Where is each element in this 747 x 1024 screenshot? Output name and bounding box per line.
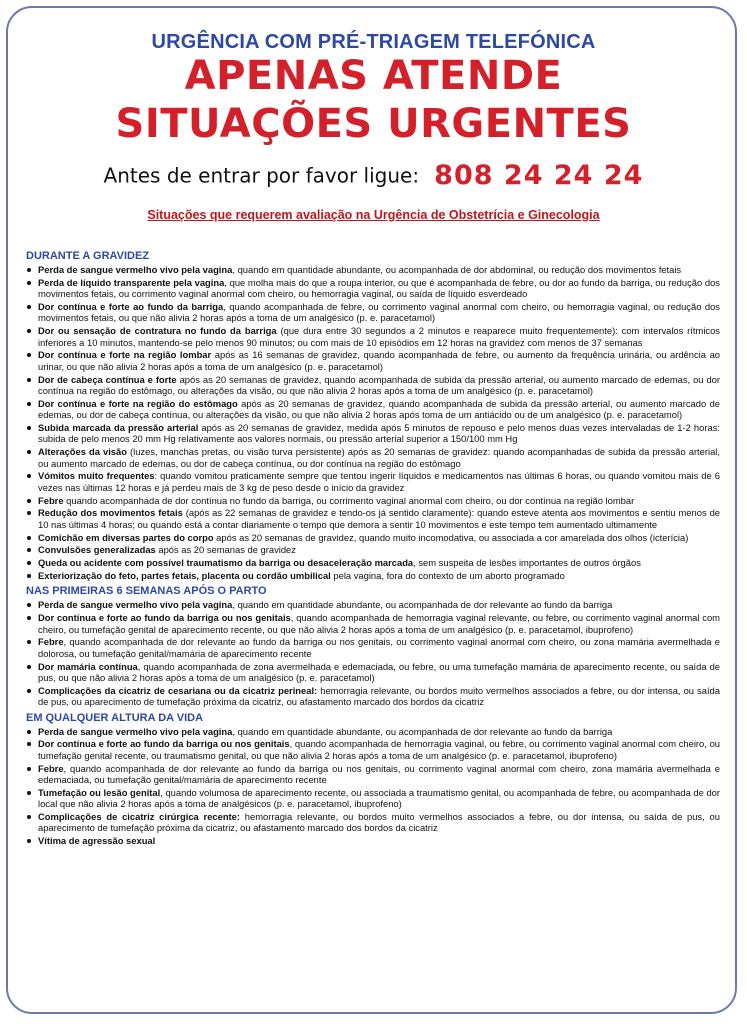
item-condition: Febre <box>38 494 64 506</box>
item-description: após as 20 semanas de gravidez <box>155 544 296 556</box>
item-description: após as 20 semanas de gravidez, quando acompanhada de subida da pressão arterial, ou aumento marcado de edemas, ou dor contínua na região do estômago, ou alterações da visão, ou que não alivia 2 horas após a toma de um analgésico (p. e. paracetamol) <box>38 373 721 397</box>
item-condition: Queda ou acidente com possível traumatismo da barriga ou desaceleração marcada <box>38 557 414 569</box>
list-item <box>26 507 720 530</box>
item-condition: Alterações da visão <box>38 446 127 458</box>
list-item <box>26 612 720 635</box>
section-title: DURANTE A GRAVIDEZ <box>26 250 150 262</box>
item-description: quando acompanhada de dor contínua no fundo da barriga, ou corrimento vaginal anormal com cheiro, ou dor contínua na região lombar <box>63 494 635 506</box>
list-item <box>26 264 720 275</box>
item-condition: Perda de líquido transparente pela vagina <box>38 276 225 288</box>
headline-line-1: APENAS ATENDE <box>184 53 563 99</box>
item-description: pela vagina, fora do contexto de um aborto programado <box>330 570 565 582</box>
item-condition: Dor contínua e forte na região lombar <box>38 349 212 361</box>
phone-number: 808 24 24 24 <box>434 160 644 191</box>
item-condition: Vómitos muito frequentes <box>38 470 155 482</box>
triage-heading: URGÊNCIA COM PRÉ-TRIAGEM TELEFÓNICA <box>151 31 596 53</box>
list-item <box>26 738 720 761</box>
list-item <box>26 349 720 372</box>
item-condition: Redução dos movimentos fetais <box>38 507 183 519</box>
headline-line-2: SITUAÇÕES URGENTES <box>115 101 632 147</box>
list-item <box>26 763 720 786</box>
item-description: (que dura entre 30 segundos a 2 minutos e reaparece muito frequentemente): com intervalos rítmicos inferiores a 10 minutos, mantendo-se pelo menos 90 minutos; ou com mais de 10 episódios em 12 horas na gravidez com menos de 37 semanas <box>38 325 720 348</box>
item-description: , quando volumosa de aparecimento recente, ou associada a traumatismo genital, ou acompanhada de febre, ou acompanhada de dor local que não alivia 2 horas após a toma de analgésicos (p. e. paracetamol, ibuprofeno) <box>38 786 720 810</box>
item-condition: Exteriorização do feto, partes fetais, placenta ou cordão umbilical <box>38 570 331 582</box>
item-description: , quando acompanhada de dor relevante ao fundo da barriga ou nos genitais, ou corrimento vaginal anormal com cheiro, zona mamária avermelhada e edemaciada, ou tumefação genital/mamária de aparecimento recente <box>38 762 720 786</box>
item-condition: Perda de sangue vermelho vivo pela vagina <box>38 599 233 611</box>
item-condition: Dor ou sensação de contratura no fundo da barriga <box>38 325 277 337</box>
item-description: após as 20 semanas de gravidez, quando acompanhada de subida da pressão arterial, ou aumento marcado de edemas, ou dor de cabeça contínua, ou alterações da visão, ou que não alivia 2 horas após toma de um antiácido ou de um analgésico (p. e. paracetamol) <box>38 397 720 421</box>
item-condition: Perda de sangue vermelho vivo pela vagina <box>38 264 233 275</box>
item-description: , quando acompanhada de febre, ou corrimento vaginal anormal com cheiro, ou hemorragia vaginal, ou redução dos movimentos fetais, ou que não alivia 2 horas após a toma de um analgésico (p. e. paracetamol) <box>38 301 720 324</box>
item-condition: Dor de cabeça contínua e forte <box>38 373 177 385</box>
call-prompt: Antes de entrar por favor ligue: <box>103 163 420 188</box>
section-list <box>26 726 720 847</box>
list-item <box>26 787 720 810</box>
item-condition: Dor contínua e forte ao fundo da barriga ou nos genitais <box>38 612 291 624</box>
item-description: , quando em quantidade abundante, ou acompanhada de dor relevante ao fundo da barriga <box>232 599 613 611</box>
item-description: após as 16 semanas de gravidez, quando acompanhada de febre, ou aumento da frequência urinária, ou ardência ao urinar, ou que não alivia 2 horas após a toma de um analgésico (p. e. paracetamol) <box>38 349 720 372</box>
section-list <box>26 599 720 707</box>
item-condition: Complicações de cicatriz cirúrgica recente: <box>38 811 241 823</box>
item-description: , quando em quantidade abundante, ou acompanhada de dor relevante ao fundo da barriga <box>232 725 613 737</box>
item-description: hemorragia relevante, ou bordos muito vermelhos associados a febre, ou dor intensa, ou saída de pus, ou aparecimento de tumefação próxima da cicatriz, ou afastamento marcado dos bordos da cicatriz <box>38 684 720 708</box>
item-condition: Tumefação ou lesão genital <box>38 786 161 798</box>
item-condition: Febre <box>38 762 64 774</box>
item-description: , quando acompanhada de zona avermelhada e edemaciada, ou febre, ou uma tumefação mamária de aparecimento recente, ou saída de pus, ou que não alivia 2 horas após a toma de um analgésico (p. e. paracetamol) <box>38 660 721 684</box>
item-description: , quando acompanhada de dor relevante ao fundo da barriga ou nos genitais, ou corrimento vaginal anormal com cheiro, ou zona mamária avermelhada e dolorosa, ou tumefação genital/mamária de aparecimento recente <box>38 636 720 659</box>
item-description: , quando acompanhada de hemorragia vaginal relevante, ou febre, ou corrimento vaginal anormal com cheiro, ou tumefação genital de aparecimento recente, ou que não alivia 2 horas após a toma de um analgésico (p. e. paracetamol, ibuprofeno) <box>38 612 720 635</box>
section-title: EM QUALQUER ALTURA DA VIDA <box>26 711 204 724</box>
item-condition: Febre <box>38 636 64 648</box>
item-condition: Comichão em diversas partes do corpo <box>38 531 214 543</box>
list-item <box>26 557 720 568</box>
list-item <box>26 470 720 493</box>
item-description: , que molha mais do que a roupa interior, ou que é acompanhada de febre, ou dor ao fundo da barriga, ou redução dos movimentos fetais, ou corrimento vaginal anormal com cheiro, ou hemorragia vaginal, ou saída de líquido esverdeado <box>38 276 720 300</box>
list-item <box>26 726 720 737</box>
item-condition: Complicações da cicatriz de cesariana ou da cicatriz perineal: <box>38 684 318 696</box>
list-item <box>26 422 720 445</box>
list-item <box>26 685 720 708</box>
list-item <box>26 277 720 300</box>
item-condition: Dor contínua e forte na região do estômago <box>38 397 238 409</box>
situations-title: Situações que requerem avaliação na Urgência de Obstetrícia e Ginecologia <box>147 208 600 222</box>
list-item <box>26 374 720 397</box>
section-list <box>26 264 720 581</box>
list-item <box>26 570 720 581</box>
item-description: após as 20 semanas de gravidez, medida após 5 minutos de repouso e pelo menos duas vezes intervaladas de 1-2 horas: subida de pelo menos 20 mm Hg relativamente aos valores normais, ou pressão arterial superior a 150/100 mm Hg <box>38 422 720 445</box>
item-condition: Perda de sangue vermelho vivo pela vagina <box>38 725 233 737</box>
list-item <box>26 301 720 324</box>
item-description: , quando em quantidade abundante, ou acompanhada de dor abdominal, ou redução dos movimentos fetais <box>232 264 682 275</box>
section-title: NAS PRIMEIRAS 6 SEMANAS APÓS O PARTO <box>26 585 267 598</box>
list-item <box>26 599 720 610</box>
item-description: (após as 22 semanas de gravidez e tendo-os já sentido claramente): quando esteve atenta aos movimentos e sentiu menos de 10 nas últimas 4 horas; ou quando está a contar diariamente o tempo que demora a sentir 10 movimentos e este tempo tem aumentado ultimamente <box>38 507 720 530</box>
list-item <box>26 811 720 834</box>
item-condition: Convulsões generalizadas <box>38 544 156 556</box>
item-condition: Vítima de agressão sexual <box>38 835 156 847</box>
item-description: , sem suspeita de lesões importantes de outros órgãos <box>413 557 641 569</box>
list-item <box>26 835 720 846</box>
list-item <box>26 446 720 469</box>
call-line <box>0 160 747 191</box>
item-description: hemorragia relevante, ou bordos muito vermelhos associados a febre, ou dor intensa, ou saída de pus, ou aparecimento de tumefação próxima da cicatriz, ou afastamento marcado dos bordos da cicatriz <box>38 811 720 834</box>
list-item <box>26 544 720 555</box>
item-description: , quando acompanhada de hemorragia vaginal, ou febre, ou corrimento vaginal anormal com cheiro, ou tumefação genital recente, ou traumatismo genital, ou que não alivia 2 horas após a toma de um analgésico (p. e. paracetamol, ibuprofeno) <box>38 738 721 761</box>
situations-content <box>26 246 720 848</box>
item-condition: Dor contínua e forte ao fundo da barriga ou nos genitais <box>38 738 290 750</box>
list-item <box>26 398 720 421</box>
item-condition: Subida marcada da pressão arterial <box>38 422 199 434</box>
item-description: : quando vomitou praticamente sempre que tentou ingerir líquidos e medicamentos nas últimas 6 horas, ou quando vomitou mais de 6 vezes nas últimas 12 horas e já perdeu mais de 3 kg de peso desde o início da gravidez <box>38 470 720 493</box>
item-condition: Dor contínua e forte ao fundo da barriga <box>38 301 224 312</box>
list-item <box>26 532 720 543</box>
item-description: (luzes, manchas pretas, ou visão turva persistente) após as 20 semanas de gravidez: quando acompanhadas de subida da pressão arterial, ou aumento marcado de edemas, ou dor de cabeça contínua, ou dor contínua na região do estômago <box>38 446 720 469</box>
list-item <box>26 661 720 684</box>
list-item <box>26 495 720 506</box>
list-item <box>26 636 720 659</box>
list-item <box>26 325 720 348</box>
item-description: após as 20 semanas de gravidez, quando muito incomodativa, ou associada a cor amarelada dos olhos (icterícia) <box>213 531 689 543</box>
item-condition: Dor mamária contínua <box>38 660 138 672</box>
